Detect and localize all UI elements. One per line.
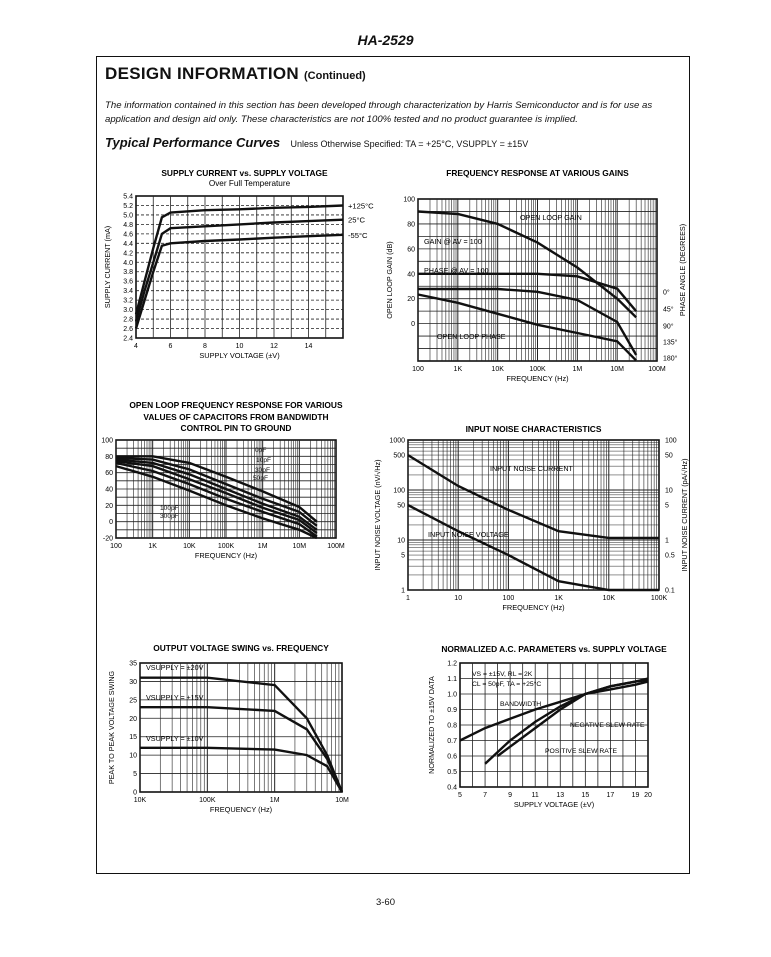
y-tick-label: 5.4 [123,193,133,201]
chart-title: CONTROL PIN TO GROUND [180,423,292,433]
curves-heading: Typical Performance Curves [105,135,281,150]
x-tick-label: 6 [168,343,173,350]
y-tick-label: 0 [133,789,137,797]
x-tick-label: 100K [650,595,668,602]
y-tick-label: 1 [401,587,405,595]
x-tick-label: 100 [502,595,515,602]
y-tick-label: 5 [401,552,405,560]
x-tick-label: 10 [235,343,244,350]
x-tick-label: 1K [453,366,463,373]
x-tick-label: 100K [217,543,235,550]
series-label: +125°C [348,201,374,211]
series-label: 300pF [160,513,179,520]
chart-subtitle: Over Full Temperature [208,179,291,188]
y-tick-label: 10 [129,752,137,760]
series-label: 30pF [255,467,271,474]
x-tick-label: 1M [257,543,268,550]
series-label: VSUPPLY = ±10V [146,734,204,743]
x-tick-label: 10K [133,797,147,804]
y-tick-label: 20 [407,296,415,304]
series-label: NEGATIVE SLEW RATE [570,722,645,729]
series-label: 25°C [348,215,365,225]
x-tick-label: 100M [327,543,345,550]
series-label: -55°C [348,230,368,240]
y-tick-label: 1.2 [447,660,457,668]
section-title-text: DESIGN INFORMATION [105,64,299,83]
chart-annotation: INPUT NOISE CURRENT [490,464,573,473]
y-tick-label: 30 [129,678,137,686]
x-tick-label: 1M [572,366,583,373]
y-tick-label: 2.6 [123,326,133,334]
x-tick-label: 10K [491,366,504,373]
x-tick-label: 14 [304,343,313,350]
series-line [418,274,636,311]
y-tick-label: 0 [109,519,113,527]
y2-tick-label: 180° [663,355,678,363]
y2-tick-label: 0° [663,289,670,297]
chart-title: INPUT NOISE CHARACTERISTICS [465,424,602,434]
y-tick-label: 60 [407,246,415,254]
x-tick-label: 9 [508,792,513,799]
x-tick-label: 10M [610,366,624,373]
y2-tick-label: 5 [665,502,669,510]
y-tick-label: 3.8 [123,269,133,277]
x-axis-label: SUPPLY VOLTAGE (±V) [199,351,280,360]
chart-title: OUTPUT VOLTAGE SWING vs. FREQUENCY [153,643,329,653]
y-tick-label: 50 [397,502,405,510]
series-label: VSUPPLY = ±15V [146,693,204,702]
y2-tick-label: 1 [665,537,669,545]
y2-tick-label: 90° [663,323,674,331]
y-tick-label: 10 [397,537,405,545]
y-tick-label: 35 [129,660,137,668]
x-tick-label: 5 [458,792,462,799]
y2-tick-label: 100 [665,437,677,445]
y-axis-label: SUPPLY CURRENT (mA) [103,225,112,309]
page-number: 3-60 [375,897,395,908]
x-tick-label: 10K [602,595,616,602]
x-tick-label: 1M [269,797,280,804]
chart-annotation: OPEN LOOP PHASE [437,332,506,341]
y-tick-label: 5.2 [123,202,133,210]
y2-tick-label: 135° [663,339,678,347]
x-axis-label: FREQUENCY (Hz) [502,603,565,612]
x-tick-label: 20 [644,792,652,799]
part-number: HA-2529 [357,32,414,48]
y-axis-label: OPEN LOOP GAIN (dB) [385,241,394,319]
x-tick-label: 100 [110,543,122,550]
y-tick-label: 0.5 [447,769,457,776]
x-tick-label: 100M [648,366,666,373]
y-tick-label: 3.2 [123,297,133,305]
chart-condition: CL = 50pF, TA = +25°C [472,681,542,688]
chart-annotation: OPEN LOOP GAIN [520,213,582,222]
series-label: VSUPPLY = ±20V [146,663,204,672]
y2-tick-label: 0.5 [665,552,675,560]
curves-conditions: Unless Otherwise Specified: TA = +25°C, VSUPPLY = ±15V [290,139,529,149]
x-tick-label: 10 [454,595,463,602]
x-tick-label: 100K [199,797,216,804]
y2-tick-label: 50 [665,452,673,460]
x-tick-label: 100K [529,366,546,373]
y-tick-label: 0.7 [447,738,457,745]
x-tick-label: 10K [183,543,196,550]
series-label: 10pF [256,457,272,464]
y-tick-label: 80 [105,453,113,461]
x-tick-label: 10M [335,797,349,804]
y-axis-label: INPUT NOISE VOLTAGE (nV/√Hz) [373,459,382,571]
x-tick-label: 17 [606,792,615,799]
x-tick-label: 8 [203,343,207,350]
section-title-suffix: (Continued) [304,70,366,82]
chart-title: FREQUENCY RESPONSE AT VARIOUS GAINS [446,168,629,178]
series-label: 100pF [160,505,179,512]
y-tick-label: 500 [393,452,405,460]
y-tick-label: 2.8 [123,316,133,324]
y-tick-label: 25 [129,697,137,705]
x-tick-label: 10M [292,543,307,550]
x-tick-label: 1K [554,595,563,602]
y-tick-label: 100 [403,196,415,204]
y-tick-label: 4.0 [123,259,133,267]
section-intro: The information contained in this section has been developed through characterization by Harris Semiconductor and is for use as application and design aid only. These characteristics are not 100% tested and no product guarantee is implied. [105,100,653,125]
series-line [140,748,342,792]
y-tick-label: 3.0 [123,307,133,315]
y-tick-label: 100 [101,437,113,445]
x-tick-label: 12 [270,343,278,350]
x-tick-label: 7 [483,792,488,799]
y-tick-label: 15 [129,734,137,742]
y-tick-label: 60 [105,470,113,478]
series-label: 50pF [253,475,269,482]
x-tick-label: 19 [631,792,640,799]
x-axis-label: FREQUENCY (Hz) [209,805,273,814]
y-tick-label: 4.8 [123,221,133,229]
x-tick-label: 11 [531,792,539,799]
y-tick-label: 4.2 [123,250,133,258]
chart-title: VALUES OF CAPACITORS FROM BANDWIDTH [143,412,329,422]
y-tick-label: 4.6 [123,231,133,239]
y-axis-label: PEAK TO PEAK VOLTAGE SWING [107,670,116,785]
y-tick-label: 40 [105,486,113,494]
y-axis-label: NORMALIZED TO ±15V DATA [427,676,436,774]
x-tick-label: 1 [406,595,410,602]
x-axis-label: SUPPLY VOLTAGE (±V) [513,800,595,809]
x-tick-label: 100 [412,366,424,373]
y2-tick-label: 45° [663,306,674,314]
y-tick-label: 0.8 [447,722,457,730]
y-tick-label: 3.4 [123,288,133,296]
y2-axis-label: INPUT NOISE CURRENT (pA/√Hz) [680,458,689,572]
y-tick-label: 20 [105,502,113,510]
y-tick-label: 0 [411,321,415,329]
y-tick-label: 0.4 [447,784,457,792]
y-tick-label: 5.0 [123,212,133,220]
y-tick-label: 4.4 [123,240,133,248]
y-tick-label: 1.0 [447,691,457,699]
y2-tick-label: 10 [665,487,673,495]
y-tick-label: 0.9 [447,707,457,714]
x-axis-label: FREQUENCY (Hz) [194,551,258,560]
y-tick-label: 1.1 [447,676,457,683]
y-tick-label: 2.4 [123,335,133,343]
y-tick-label: 20 [129,715,137,723]
series-label: 0pF [255,447,267,454]
chart-condition: VS = ±15V, RL = 2K [472,671,533,678]
y-tick-label: 1000 [389,437,405,445]
series-label: BANDWIDTH [500,701,542,708]
x-tick-label: 13 [556,792,565,799]
x-tick-label: 4 [134,343,138,350]
x-tick-label: 15 [581,792,590,799]
x-axis-label: FREQUENCY (Hz) [506,374,569,383]
y2-axis-label: PHASE ANGLE (DEGREES) [678,223,687,317]
y-tick-label: 3.6 [123,278,133,286]
y-tick-label: 100 [393,487,405,495]
y-tick-label: 5 [133,771,137,779]
y2-tick-label: 0.1 [665,587,675,595]
y-tick-label: 80 [407,221,415,229]
series-line [418,295,636,361]
chart-annotation: INPUT NOISE VOLTAGE [428,530,509,539]
chart-title: OPEN LOOP FREQUENCY RESPONSE FOR VARIOUS [129,400,343,410]
chart-annotation: PHASE @ AV = 100 [424,266,489,275]
chart-annotation: GAIN @ AV = 100 [424,237,482,246]
y-tick-label: 40 [407,271,415,279]
y-tick-label: -20 [102,535,113,543]
series-label: POSITIVE SLEW RATE [545,748,618,755]
chart-title: SUPPLY CURRENT vs. SUPPLY VOLTAGE [161,168,328,178]
chart-title: NORMALIZED A.C. PARAMETERS vs. SUPPLY VOLTAGE [441,644,667,654]
y-tick-label: 0.6 [447,753,457,761]
x-tick-label: 1K [148,543,157,550]
